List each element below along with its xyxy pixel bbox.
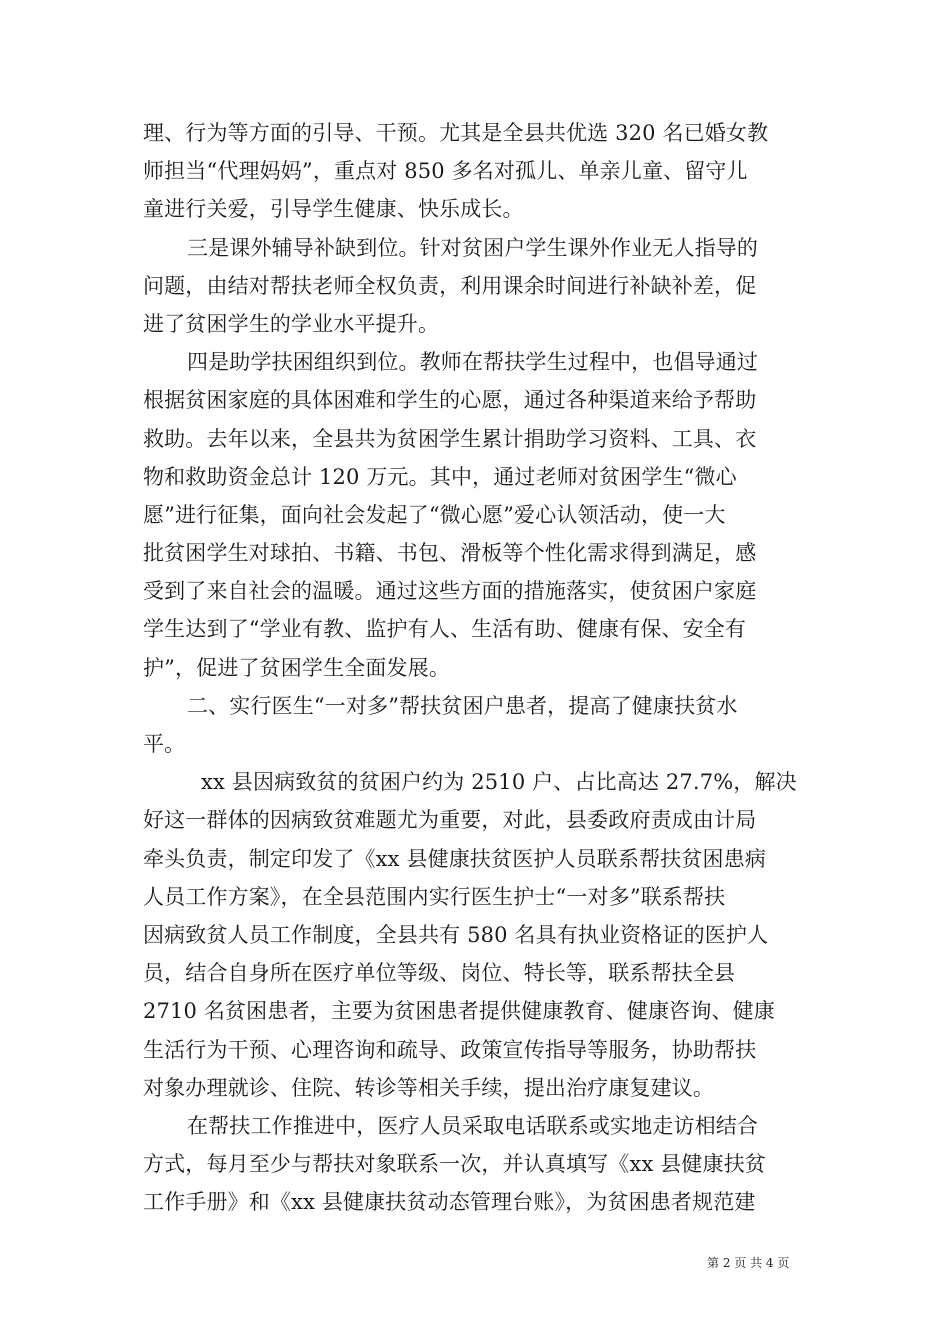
- page-number-footer: 第 2 页 共 4 页: [707, 1256, 790, 1270]
- paragraph-first-line: 在帮扶工作推进中，医疗人员采取电话联系或实地走访相结合: [187, 1113, 759, 1138]
- text-line: 理、行为等方面的引导、干预。尤其是全县共优选 320 名已婚女教: [143, 121, 769, 145]
- section-heading: 二、实行医生“一对多”帮扶贫困户患者，提高了健康扶贫水: [187, 693, 738, 718]
- body-text: [143, 114, 809, 1221]
- text-line: 好这一群体的因病致贫难题尤为重要，对此，县委政府责成由计局: [143, 808, 757, 833]
- text-line: 2710 名贫困患者，主要为贫困患者提供健康教育、健康咨询、健康: [143, 999, 775, 1024]
- text-line: 受到了来自社会的温暖。通过这些方面的措施落实，使贫困户家庭: [143, 579, 757, 604]
- paragraph-first-line: 三是课外辅导补缺到位。针对贫困户学生课外作业无人指导的: [187, 235, 759, 260]
- text-line: 方式，每月至少与帮扶对象联系一次，并认真填写《xx 县健康扶贫: [143, 1152, 767, 1177]
- text-line: 生活行为干预、心理咨询和疏导、政策宣传指导等服务，协助帮扶: [143, 1037, 757, 1062]
- text-line: 根据贫困家庭的具体困难和学生的心愿，通过各种渠道来给予帮助: [143, 388, 757, 413]
- text-line: 因病致贫人员工作制度，全县共有 580 名具有执业资格证的医护人: [143, 922, 769, 947]
- text-line: 员，结合自身所在医疗单位等级、岗位、特长等，联系帮扶全县: [143, 961, 736, 986]
- text-line: 物和救助资金总计 120 万元。其中，通过老师对贫困学生“微心: [143, 464, 737, 489]
- text-line: 护”，促进了贫困学生全面发展。: [143, 655, 450, 680]
- text-line: 学生达到了“学业有教、监护有人、生活有助、健康有保、安全有: [143, 617, 747, 642]
- text-line: 愿”进行征集，面向社会发起了“微心愿”爱心认领活动，使一大: [143, 502, 726, 527]
- text-line: 批贫困学生对球拍、书籍、书包、滑板等个性化需求得到满足，感: [143, 541, 757, 566]
- text-line: 童进行关爱，引导学生健康、快乐成长。: [143, 197, 524, 222]
- text-line: 救助。去年以来，全县共为贫困学生累计捐助学习资料、工具、衣: [143, 426, 757, 451]
- text-line: 师担当“代理妈妈”，重点对 850 多名对孤儿、单亲儿童、留守儿: [143, 159, 748, 184]
- section-heading-continued: 平。: [143, 732, 186, 756]
- text-line: 进了贫困学生的学业水平提升。: [143, 311, 440, 336]
- text-line: 工作手册》和《xx 县健康扶贫动态管理台账》，为贫困患者规范建: [143, 1190, 756, 1215]
- text-line: 对象办理就诊、住院、转诊等相关手续，提出治疗康复建议。: [143, 1075, 715, 1100]
- paragraph-first-line: 四是助学扶困组织到位。教师在帮扶学生过程中，也倡导通过: [187, 350, 759, 375]
- text-line: 问题，由结对帮扶老师全权负责，利用课余时间进行补缺补差，促: [143, 273, 757, 298]
- paragraph-first-line: xx 县因病致贫的贫困户约为 2510 户、占比高达 27.7%，解决: [201, 770, 797, 795]
- text-line: 牵头负责，制定印发了《xx 县健康扶贫医护人员联系帮扶贫困患病: [143, 846, 767, 871]
- text-line: 人员工作方案》，在全县范围内实行医生护士“一对多”联系帮扶: [143, 884, 726, 909]
